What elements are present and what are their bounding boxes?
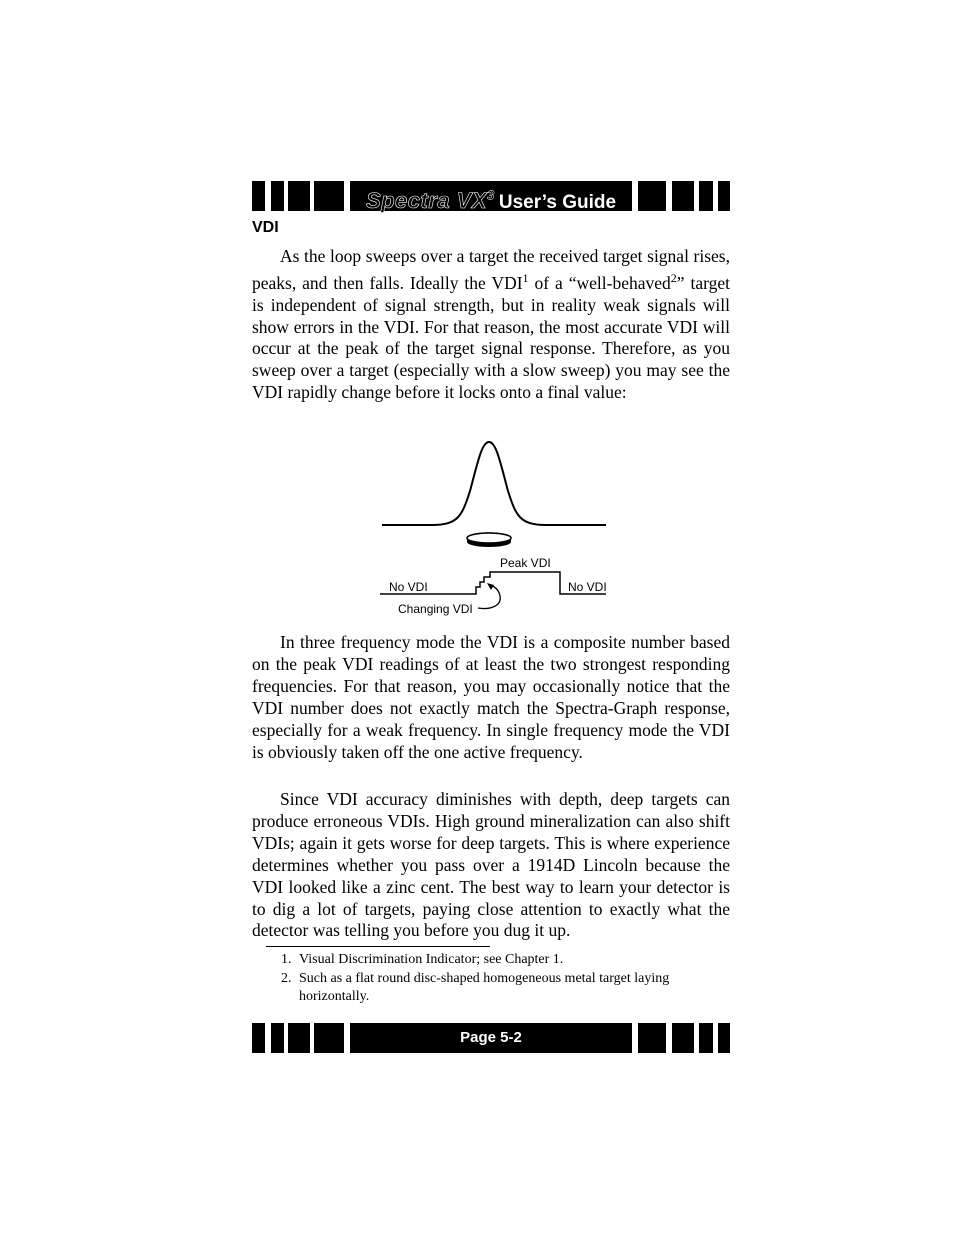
footnote-text: Visual Discrimination Indicator; see Chapter 1. — [299, 952, 564, 967]
footnote-number: 2. — [281, 970, 292, 986]
footnote-ref: 1 — [522, 270, 529, 285]
vdi-signal-diagram — [370, 436, 620, 626]
paragraph-text: As the loop sweeps over a target the received target signal rises, peaks, and then falls. Ideally the VDI — [252, 246, 730, 293]
footnotes — [281, 951, 701, 1007]
footer-block — [718, 1023, 730, 1053]
header-title — [350, 181, 632, 214]
footer-block — [638, 1023, 666, 1053]
header-block — [699, 181, 713, 211]
footer-block — [672, 1023, 694, 1053]
brand-superscript: 3 — [487, 188, 495, 203]
label-peak-vdi: Peak VDI — [500, 556, 551, 570]
label-changing-vdi: Changing VDI — [398, 602, 473, 616]
footnote-ref: 2 — [670, 270, 677, 285]
page-number: Page 5-2 — [460, 1029, 522, 1046]
header-block — [672, 181, 694, 211]
footnote-text: Such as a flat round disc-shaped homogeneous metal target laying horizontally. — [299, 970, 670, 1004]
header-block — [271, 181, 284, 211]
footer-block — [699, 1023, 713, 1053]
footer-bar — [252, 1023, 730, 1053]
paragraph-frequency-mode — [252, 632, 730, 763]
brand-name: Spectra VX — [365, 188, 488, 214]
coin-icon — [467, 533, 511, 547]
paragraph-text: Since VDI accuracy diminishes with depth, deep targets can produce erroneous VDIs. High ground mineralization can also shift VDIs; again it gets worse for deep targets. This is where experience determines whether you pass over a 1914D Lincoln because the VDI looked like a zinc cent. The best way to learn your detector is to dig a lot of targets, paying close attention to exactly what the detector was telling you before you dug it up. — [252, 789, 730, 941]
paragraph-text: ” target is independent of signal strength, but in reality weak signals will show errors in the VDI. For that reason, the most accurate VDI will occur at the peak of the target signal response. Therefore, as you sweep over a target (especially with a slow sweep) you may see the VDI rapidly change before it locks onto a final value: — [252, 272, 730, 403]
paragraph-text: In three frequency mode the VDI is a composite number based on the peak VDI readings of at least the two strongest responding frequencies. For that reason, you may occasionally notice that the VDI number does not exactly match the Spectra-Graph response, especially for a weak frequency. In single frequency mode the VDI is obviously taken off the one active frequency. — [252, 632, 730, 762]
header-block — [718, 181, 730, 211]
guide-label: User’s Guide — [498, 192, 617, 214]
label-no-vdi-right: No VDI — [568, 580, 607, 594]
footer-block — [314, 1023, 344, 1053]
section-heading: VDI — [252, 219, 279, 236]
footnote-item — [281, 970, 701, 1007]
arrow-head — [487, 583, 494, 590]
footnote-divider — [266, 946, 490, 947]
paragraph-accuracy — [252, 789, 730, 942]
header-block — [314, 181, 344, 211]
header-bar — [252, 181, 730, 214]
footnote-number: 1. — [281, 952, 292, 967]
label-no-vdi-left: No VDI — [389, 580, 428, 594]
header-block — [288, 181, 310, 211]
changing-vdi-arrow — [478, 585, 500, 609]
header-block — [638, 181, 666, 211]
signal-curve — [382, 442, 606, 525]
paragraph-text: of a “well-behaved — [528, 272, 671, 293]
paragraph-intro — [252, 246, 730, 404]
header-block — [252, 181, 265, 211]
brand-logo — [366, 188, 495, 213]
footer-block — [271, 1023, 284, 1053]
footer-block — [288, 1023, 310, 1053]
footnote-item — [281, 951, 701, 970]
footer-block — [252, 1023, 265, 1053]
